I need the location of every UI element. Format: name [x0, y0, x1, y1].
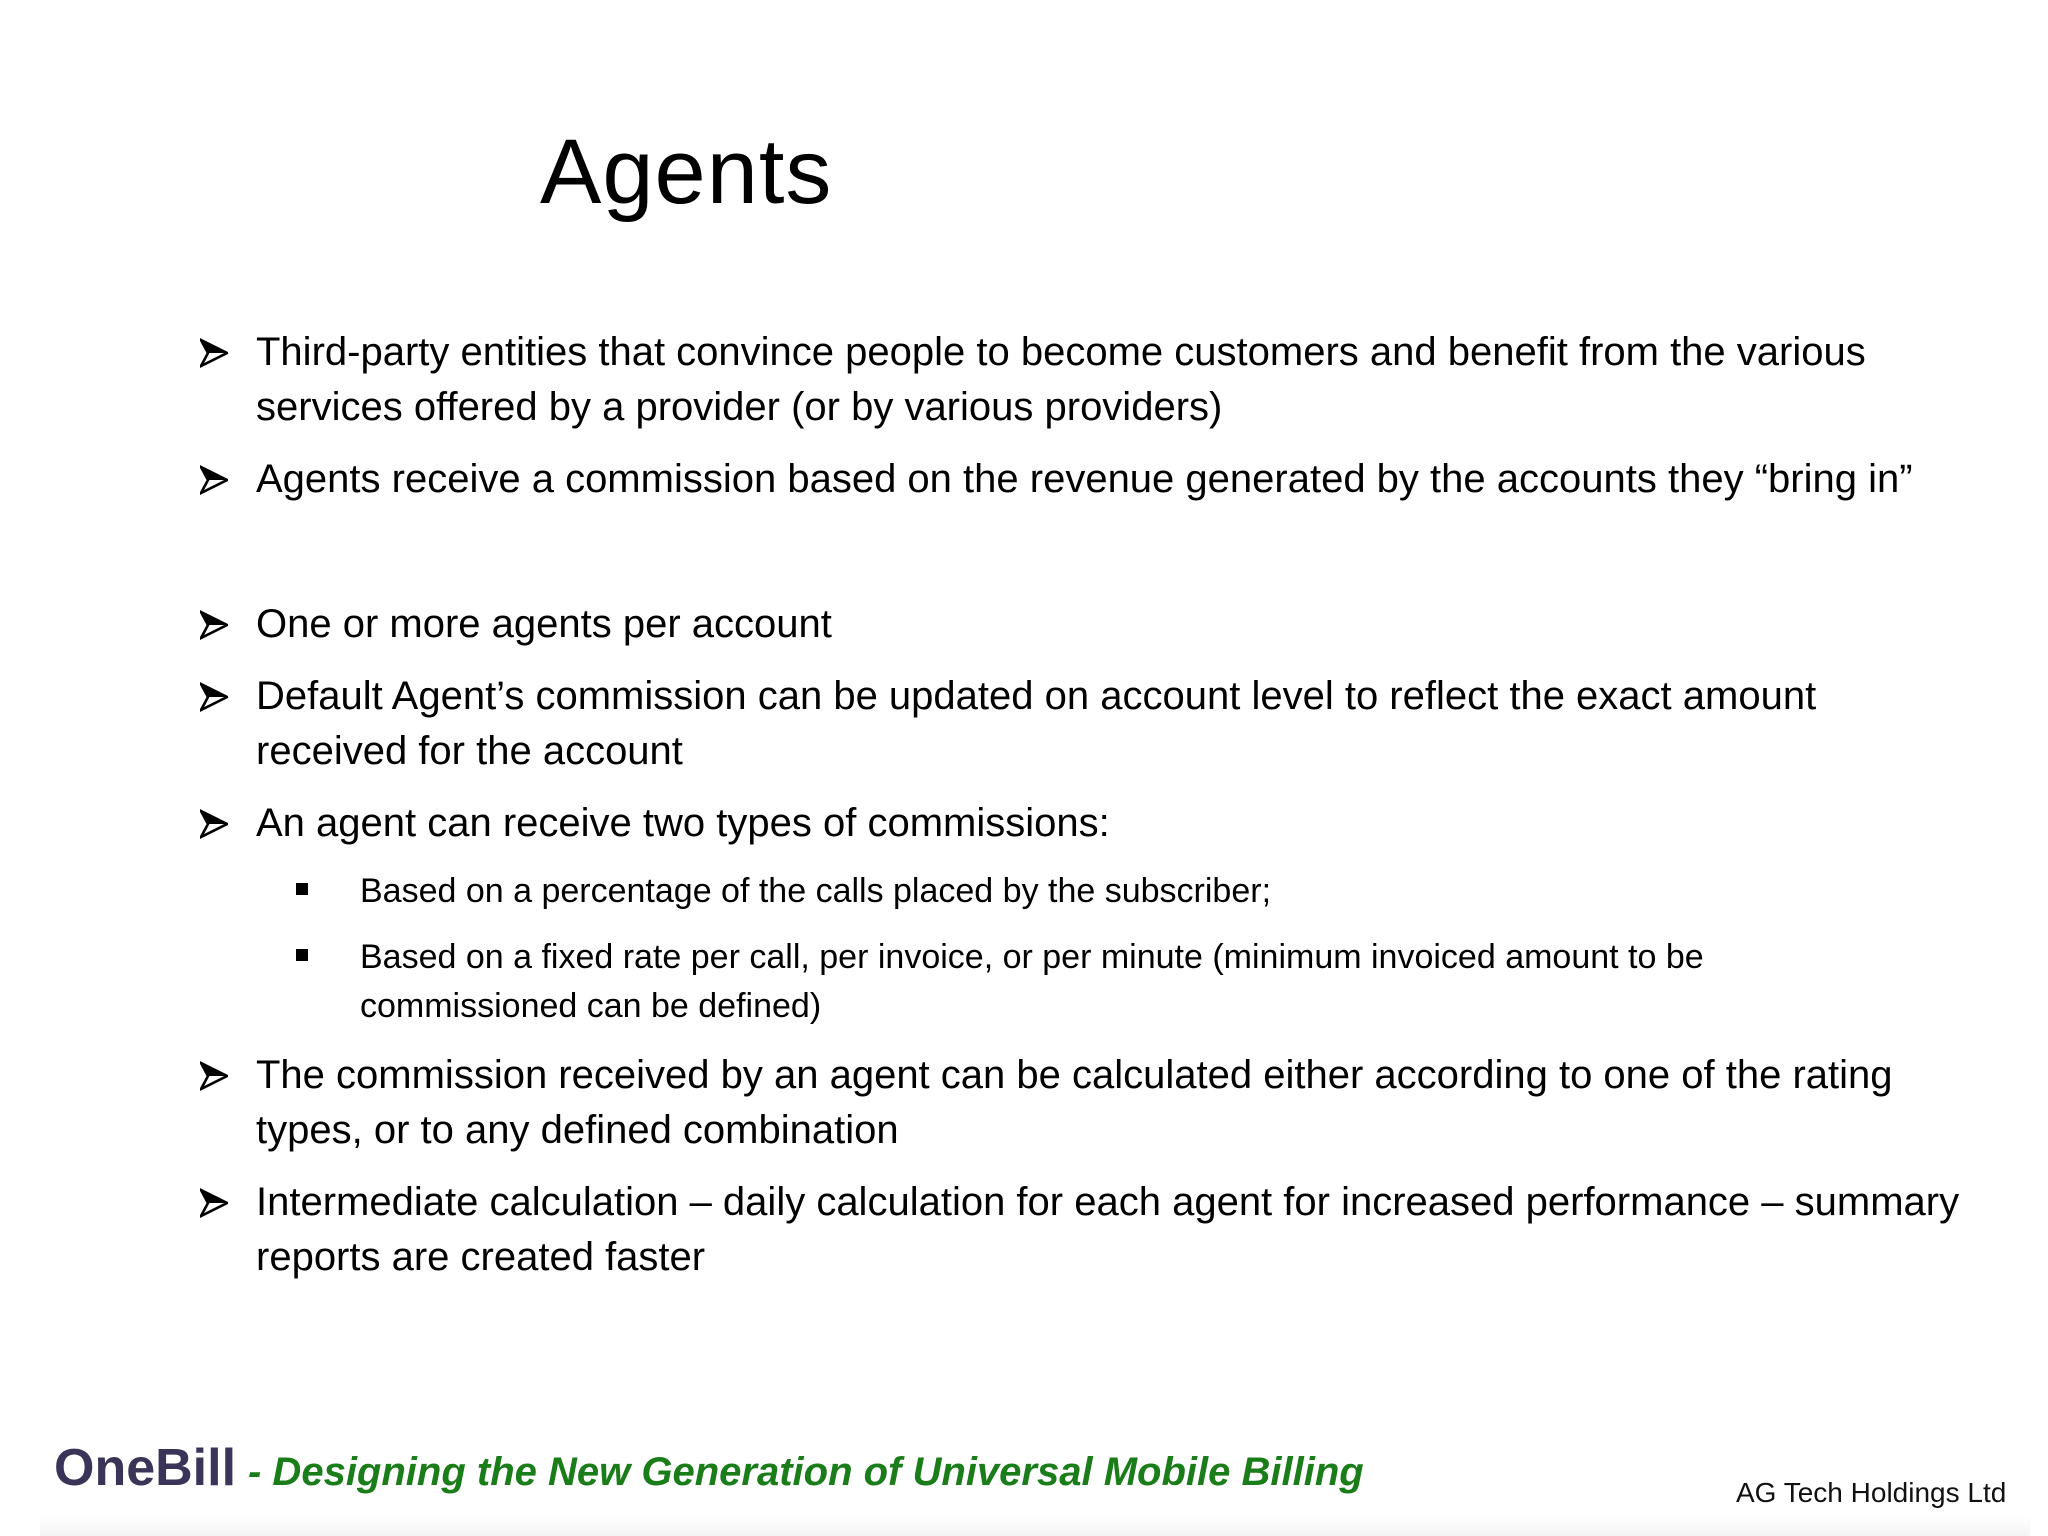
footer-company: AG Tech Holdings Ltd	[1736, 1477, 2007, 1508]
bullet-item	[194, 1175, 1974, 1285]
footer-band	[40, 1516, 2030, 1536]
arrowhead-bullet-icon	[194, 325, 234, 380]
bullet-text: The commission received by an agent can be calculated either according to one of the rating types, or to any defined combination	[256, 1053, 1893, 1152]
sub-bullet-item	[296, 867, 1856, 916]
bullet-text: Agents receive a commission based on the revenue generated by the accounts they “bring in”	[256, 457, 1913, 501]
square-bullet-icon	[296, 883, 308, 895]
bullet-item	[194, 452, 1974, 507]
square-bullet-icon	[296, 949, 308, 961]
sub-bullet-item	[296, 933, 1856, 1031]
bullet-text: An agent can receive two types of commissions:	[256, 801, 1110, 845]
sub-bullet-text: Based on a fixed rate per call, per invoice, or per minute (minimum invoiced amount to be commissioned can be defined)	[360, 938, 1704, 1025]
bullet-text: Default Agent’s commission can be updated on account level to reflect the exact amount received for the account	[256, 674, 1817, 773]
bullet-item	[194, 1048, 1974, 1158]
footer-brand: OneBill	[54, 1439, 237, 1497]
bullet-item	[194, 325, 1974, 435]
arrowhead-bullet-icon	[194, 597, 234, 652]
bullet-text: One or more agents per account	[256, 602, 832, 646]
bullet-item	[194, 597, 1974, 652]
arrowhead-bullet-icon	[194, 1175, 234, 1230]
arrowhead-bullet-icon	[194, 452, 234, 507]
bullet-item	[194, 796, 1974, 851]
arrowhead-bullet-icon	[194, 1048, 234, 1103]
bullet-text: Intermediate calculation – daily calculation for each agent for increased performance – summary reports are created faster	[256, 1180, 1960, 1279]
bullet-text: Third-party entities that convince people to become customers and benefit from the various services offered by a provider (or by various providers)	[256, 330, 1866, 429]
arrowhead-bullet-icon	[194, 796, 234, 851]
footer-tagline: - Designing the New Generation of Universal Mobile Billing	[248, 1450, 1364, 1494]
bullet-item	[194, 669, 1974, 779]
slide-title: Agents	[540, 121, 833, 223]
arrowhead-bullet-icon	[194, 669, 234, 724]
sub-bullet-text: Based on a percentage of the calls placed by the subscriber;	[360, 872, 1272, 910]
